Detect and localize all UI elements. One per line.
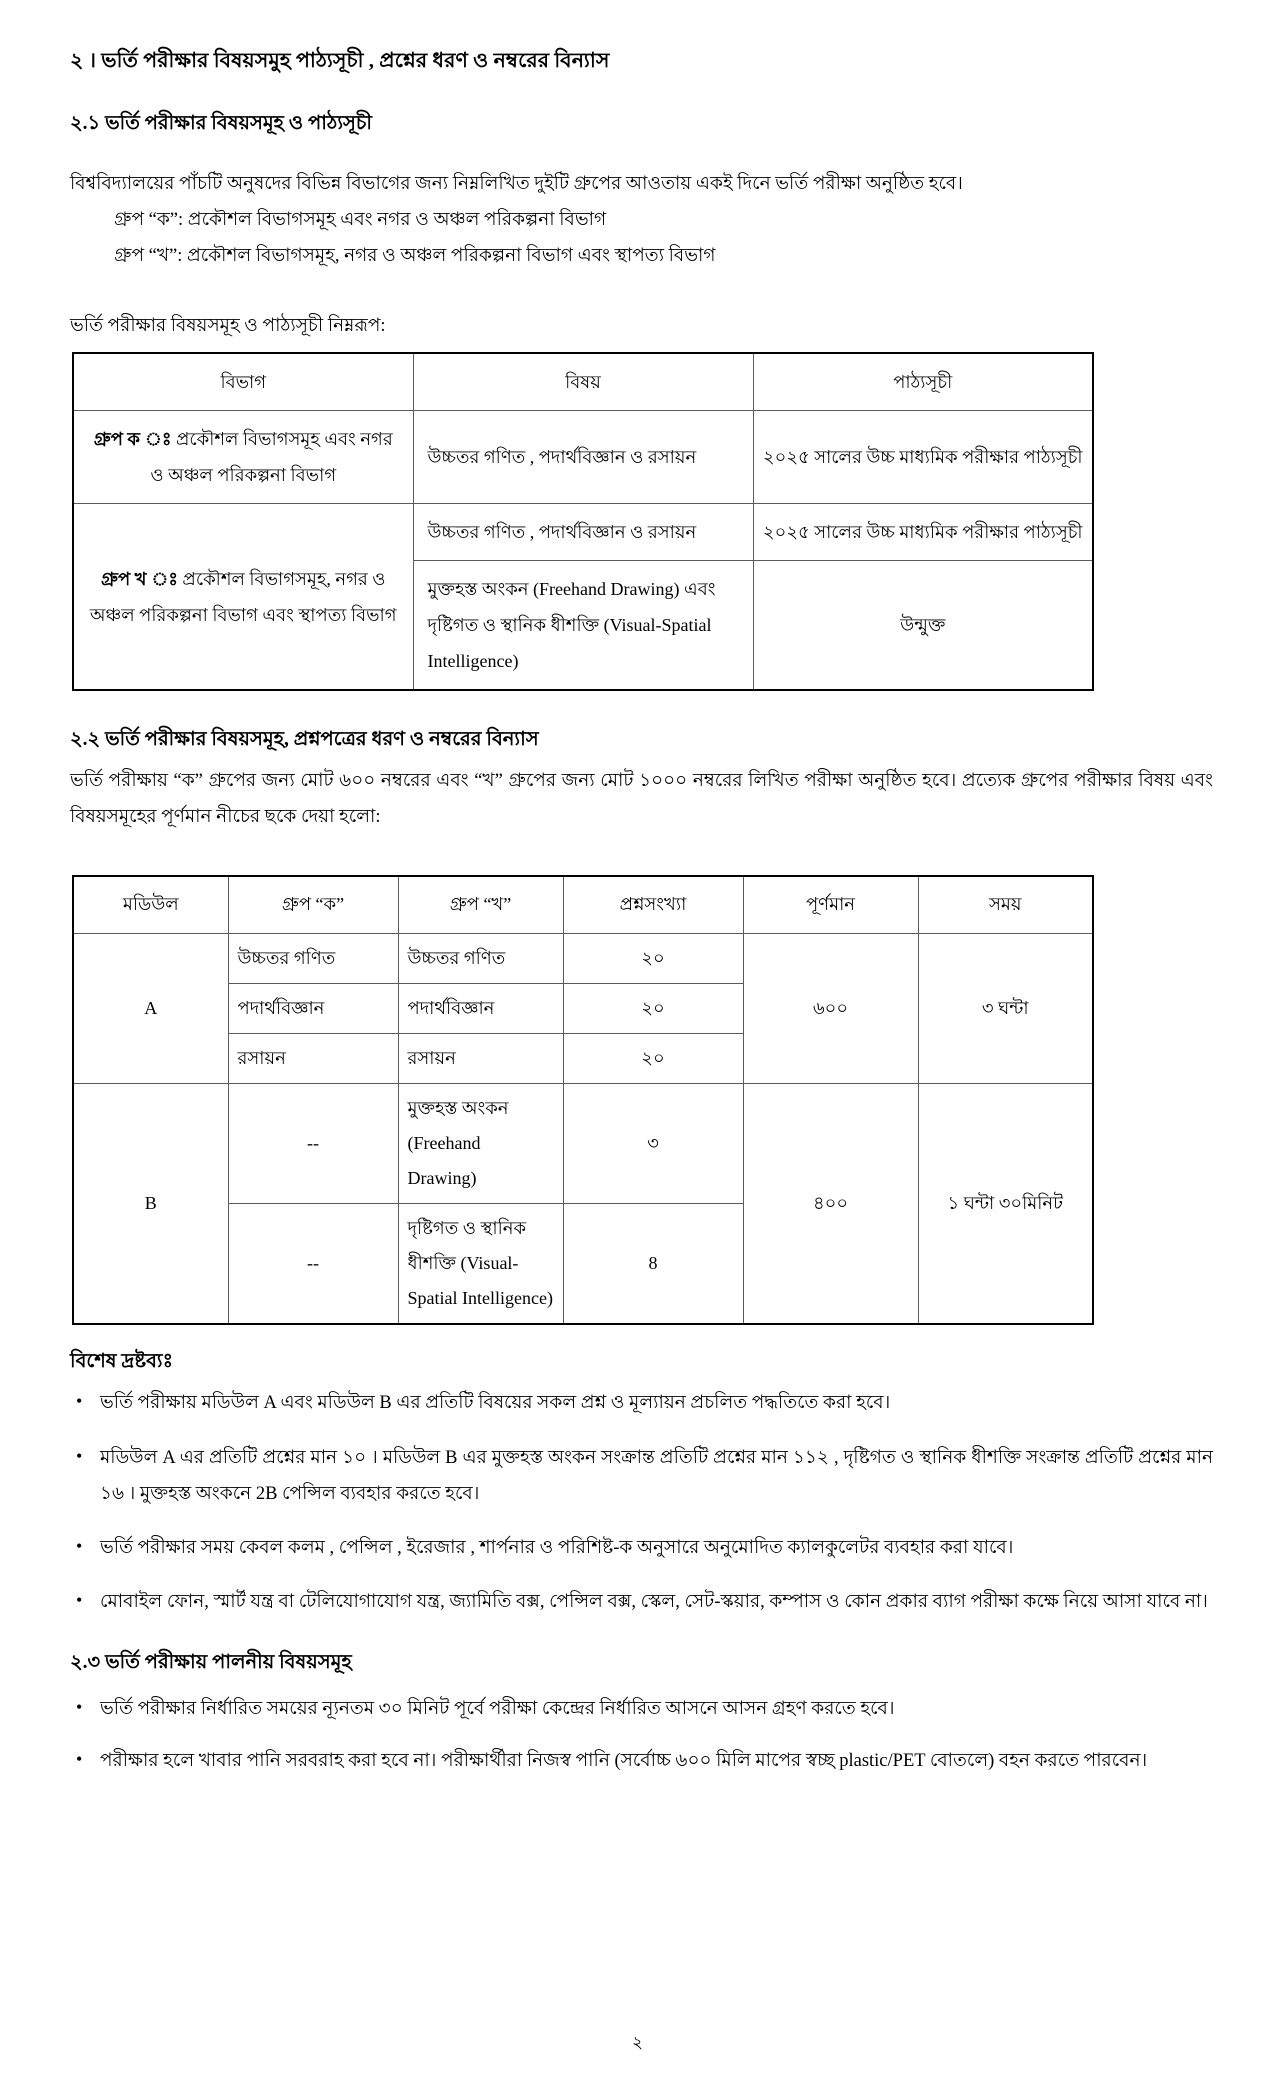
notes-title: বিশেষ দ্রষ্টব্যঃ (70, 1351, 173, 1373)
group-ka-description: গ্রুপ “ক”: প্রকৌশল বিভাগসমূহ এবং নগর ও অঞ্চল পরিকল্পনা বিভাগ (114, 210, 607, 231)
column-header-syllabus: পাঠ্যসূচী (753, 353, 1093, 411)
page-title: ২ । ভর্তি পরীক্ষার বিষয়সমুহ পাঠ্যসূচী , প্রশ্নের ধরণ ও নম্বরের বিন্যাস (70, 50, 610, 72)
table-row (73, 933, 1093, 983)
section-2-1-heading: ২.১ ভর্তি পরীক্ষার বিষয়সমূহ ও পাঠ্যসূচী (70, 112, 372, 134)
cell-subject-group-ka: উচ্চতর গণিত , পদার্থবিজ্ঞান ও রসায়ন (413, 411, 753, 504)
table-row (73, 504, 1093, 561)
cell-syllabus-group-kha-drawing: উন্মুক্ত (753, 561, 1093, 691)
table-row (73, 1083, 1093, 1203)
page-number: ২ (631, 2033, 644, 2052)
column-header-question-count: প্রশ্নসংখ্যা (563, 876, 743, 934)
column-header-department: বিভাগ (73, 353, 413, 411)
list-item: • মডিউল A এর প্রতিটি প্রশ্নের মান ১০ । মডিউল B এর মুক্তহস্ত অংকন সংক্রান্ত প্রতিটি প্রশ্নের মান ১১২ , দৃষ্টিগত ও স্থানিক ধীশক্তি সংক্রান্ত প্রতিটি প্রশ্নের মান ১৬ । মুক্তহস্ত অংকনে 2B পেন্সিল ব্যবহার করতে হবে। (70, 1440, 1213, 1512)
list-item: • ভর্তি পরীক্ষায় মডিউল A এবং মডিউল B এর প্রতিটি বিষয়ের সকল প্রশ্ন ও মূল্যায়ন প্রচলিত পদ্ধতিতে করা হবে। (70, 1385, 1213, 1421)
list-item: • ভর্তি পরীক্ষার নির্ধারিত সময়ের ন্যূনতম ৩০ মিনিট পূর্বে পরীক্ষা কেন্দ্রের নির্ধারিত আসনে আসন গ্রহণ করতে হবে। (70, 1691, 1213, 1727)
table-header-row (73, 876, 1093, 934)
cell-subject-group-kha-academic: উচ্চতর গণিত , পদার্থবিজ্ঞান ও রসায়ন (413, 504, 753, 561)
cell-module-b-kha-visual: দৃষ্টিগত ও স্থানিক ধীশক্তি (Visual-Spatial Intelligence) (398, 1204, 563, 1325)
column-header-group-kha: গ্রুপ “খ” (398, 876, 563, 934)
cell-module-b-questions-drawing: ৩ (563, 1083, 743, 1203)
cell-module-a-questions-physics: ২০ (563, 983, 743, 1033)
table-header-row (73, 353, 1093, 411)
list-item: • ভর্তি পরীক্ষার সময় কেবল কলম , পেন্সিল , ইরেজার , শার্পনার ও পরিশিষ্ট-ক অনুসারে অনুমোদিত ক্যালকুলেটর ব্যবহার করা যাবে। (70, 1530, 1213, 1566)
cell-module-a-kha-chemistry: রসায়ন (398, 1033, 563, 1083)
syllabus-table (72, 352, 1094, 691)
cell-subject-group-kha-drawing: মুক্তহস্ত অংকন (Freehand Drawing) এবং দৃষ্টিগত ও স্থানিক ধীশক্তি (Visual-Spatial Intelligence) (413, 561, 753, 691)
cell-module-a: A (73, 933, 228, 1083)
cell-module-a-ka-math: উচ্চতর গণিত (228, 933, 398, 983)
section-2-2-intro: ভর্তি পরীক্ষায় “ক” গ্রুপের জন্য মোট ৬০০ নম্বরের এবং “খ” গ্রুপের জন্য মোট ১০০০ নম্বরের লিখিত পরীক্ষা অনুষ্ঠিত হবে। প্রত্যেক গ্রুপের পরীক্ষার বিষয় এবং বিষয়সমূহের পূর্ণমান নীচের ছকে দেয়া হলো: (70, 770, 1213, 827)
section-2-3-heading: ২.৩ ভর্তি পরীক্ষায় পালনীয় বিষয়সমূহ (70, 1651, 352, 1673)
list-item: • মোবাইল ফোন, স্মার্ট যন্ত্র বা টেলিযোগাযোগ যন্ত্র, জ্যামিতি বক্স, পেন্সিল বক্স, স্কেল, সেট-স্কয়ার, কম্পাস ও কোন প্রকার ব্যাগ পরীক্ষা কক্ষে নিয়ে আসা যাবে না। (70, 1584, 1213, 1620)
cell-syllabus-group-ka: ২০২৫ সালের উচ্চ মাধ্যমিক পরীক্ষার পাঠ্যসূচী (753, 411, 1093, 504)
notes-list (70, 1385, 1213, 1619)
cell-module-a-ka-chemistry: রসায়ন (228, 1033, 398, 1083)
cell-syllabus-group-kha-academic: ২০২৫ সালের উচ্চ মাধ্যমিক পরীক্ষার পাঠ্যসূচী (753, 504, 1093, 561)
marks-distribution-table (72, 875, 1094, 1326)
column-header-total-marks: পূর্ণমান (743, 876, 918, 934)
cell-module-a-questions-math: ২০ (563, 933, 743, 983)
cell-module-b-ka-visual: -- (228, 1204, 398, 1325)
cell-module-b-total-marks: ৪০০ (743, 1083, 918, 1324)
syllabus-table-caption: ভর্তি পরীক্ষার বিষয়সমূহ ও পাঠ্যসূচী নিম্নরূপ: (70, 316, 386, 337)
list-item: • পরীক্ষার হলে খাবার পানি সরবরাহ করা হবে না। পরীক্ষার্থীরা নিজস্ব পানি (সর্বোচ্চ ৬০০ মিলি মাপের স্বচ্ছ plastic/PET বোতলে) বহন করতে পারবেন। (70, 1743, 1213, 1779)
cell-module-a-kha-math: উচ্চতর গণিত (398, 933, 563, 983)
cell-module-a-kha-physics: পদার্থবিজ্ঞান (398, 983, 563, 1033)
column-header-time: সময় (918, 876, 1093, 934)
group-ka-label: গ্রুপ ক ঃ (93, 429, 172, 450)
column-header-module: মডিউল (73, 876, 228, 934)
cell-department-group-ka (73, 411, 413, 504)
cell-module-a-total-marks: ৬০০ (743, 933, 918, 1083)
group-kha-departments: প্রকৌশল বিভাগসমূহ, নগর ও অঞ্চল পরিকল্পনা বিভাগ এবং স্থাপত্য বিভাগ (89, 568, 397, 625)
section-2-1-intro: বিশ্ববিদ্যালয়ের পাঁচটি অনুষদের বিভিন্ন বিভাগের জন্য নিম্নলিখিত দুইটি গ্রুপের আওতায় একই দিনে ভর্তি পরীক্ষা অনুষ্ঠিত হবে। (70, 174, 963, 194)
cell-module-b-kha-drawing: মুক্তহস্ত অংকন (Freehand Drawing) (398, 1083, 563, 1203)
group-kha-description: গ্রুপ “খ”: প্রকৌশল বিভাগসমূহ, নগর ও অঞ্চল পরিকল্পনা বিভাগ এবং স্থাপত্য বিভাগ (114, 246, 716, 267)
cell-module-b: B (73, 1083, 228, 1324)
group-ka-departments: প্রকৌশল বিভাগসমূহ এবং নগর ও অঞ্চল পরিকল্পনা বিভাগ (150, 429, 393, 486)
cell-module-a-ka-physics: পদার্থবিজ্ঞান (228, 983, 398, 1033)
cell-module-b-questions-visual: 8 (563, 1204, 743, 1325)
cell-module-a-questions-chemistry: ২০ (563, 1033, 743, 1083)
section-2-3-list (70, 1691, 1213, 1779)
cell-module-a-time: ৩ ঘন্টা (918, 933, 1093, 1083)
cell-module-b-time: ১ ঘন্টা ৩০মিনিট (918, 1083, 1093, 1324)
column-header-group-ka: গ্রুপ “ক” (228, 876, 398, 934)
group-kha-label: গ্রুপ খ ঃ (100, 568, 178, 589)
column-header-subject: বিষয় (413, 353, 753, 411)
cell-department-group-kha (73, 504, 413, 691)
cell-module-b-ka-drawing: -- (228, 1083, 398, 1203)
section-2-2-heading: ২.২ ভর্তি পরীক্ষার বিষয়সমূহ, প্রশ্নপত্রের ধরণ ও নম্বরের বিন্যাস (70, 729, 539, 751)
table-row (73, 411, 1093, 504)
